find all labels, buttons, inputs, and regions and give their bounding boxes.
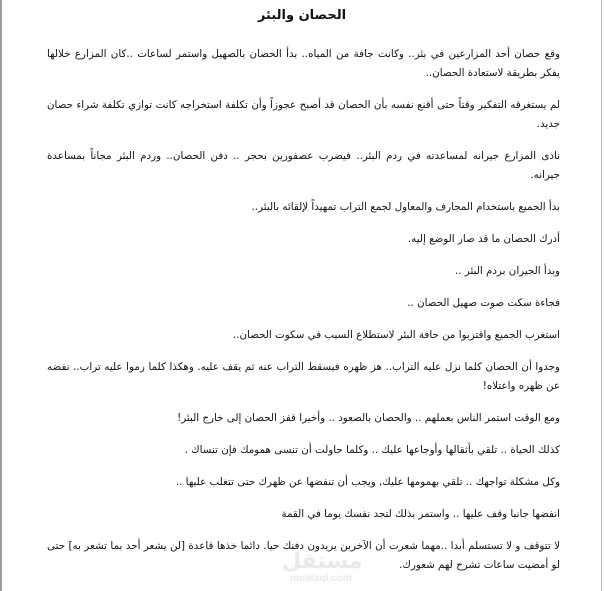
watermark-latin-text: mostaql.com — [290, 573, 352, 584]
paragraph-1: وقع حصان أحد المزارعين في بئر.. وكانت جافة من المياه.. بدأ الحصان بالصهيل واستمر لساعات ..كان المزارع خلالها يفكر بطريقة لاستعادة الحصان.. — [47, 48, 560, 79]
paragraph-4: بدأ الجميع باستخدام المجارف والمعاول لجمع التراب تمهيداً لإلقائه بالبئر.. — [251, 201, 560, 213]
page-edge-right — [601, 0, 602, 591]
paragraph-10: ومع الوقت استمر الناس بعملهم .. والحصان بالصعود .. وأخيرا قفز الحصان إلى خارج البئر! — [177, 412, 560, 424]
paragraph-8: استغرب الجميع واقتربوا من حافة البئر لاستطلاع السبب في سكوت الحصان.. — [232, 329, 560, 341]
paragraph-9: وجدوا أن الحصان كلما نزل عليه التراب.. هز ظهره فيسقط التراب عنه ثم يقف عليه. وهكذا كلما رموا عليه تراب.. نفضه عن ظهره واعتلاه! — [47, 361, 560, 392]
paragraph-11: كذلك الحياة .. تلقي بأثقالها وأوجاعها عليك .. وكلما حاولت أن تنسى همومك فإن تنساك . — [184, 444, 560, 456]
paragraph-2: لم يستغرقه التفكير وقتاً حتى أقنع نفسه بأن الحصان قد أصبح عجوزاً وأن تكلفة استخراجه كانت توازي تكلفة شراء حصان جديد. — [47, 99, 560, 130]
paragraph-3: نادى المزارع جيرانه لمساعدته في ردم البئر.. فيضرب عصفورين بحجر .. دفن الحصان.. وردم البئر مجاناً بمساعدة جيرانه. — [47, 150, 560, 181]
paragraph-14: لا تتوقف و لا تستسلم أبدا ..مهما شعرت أن الآخرين يريدون دفنك حيا. دائما خذها قاعدة [لن يشعر أحد بما تشعر به] حتى لو أمضيت ساعات تشرح لهم شعورك. — [47, 540, 560, 571]
watermark-arabic-text: مستقل — [282, 549, 363, 574]
document-body — [47, 45, 560, 586]
paragraph-6: وبدأ الجيران بردم البئر .. — [454, 265, 560, 277]
paragraph-5: أدرك الحصان ما قد صار الوضع إليه. — [407, 233, 560, 245]
document-title: الحصان والبئر — [257, 8, 347, 23]
page-edge-left — [0, 0, 2, 591]
paragraph-13: انفضها جانبا وقف عليها .. واستمر بذلك لتجد نفسك يوما في القمة — [281, 508, 560, 520]
paragraph-12: وكل مشكلة تواجهك .. تلقي بهمومها عليك, ويجب أن تنفضها عن ظهرك حتى تتغلب عليها .. — [175, 476, 560, 488]
paragraph-7: فجاءة سكت صوت صهيل الحصان .. — [407, 297, 560, 309]
